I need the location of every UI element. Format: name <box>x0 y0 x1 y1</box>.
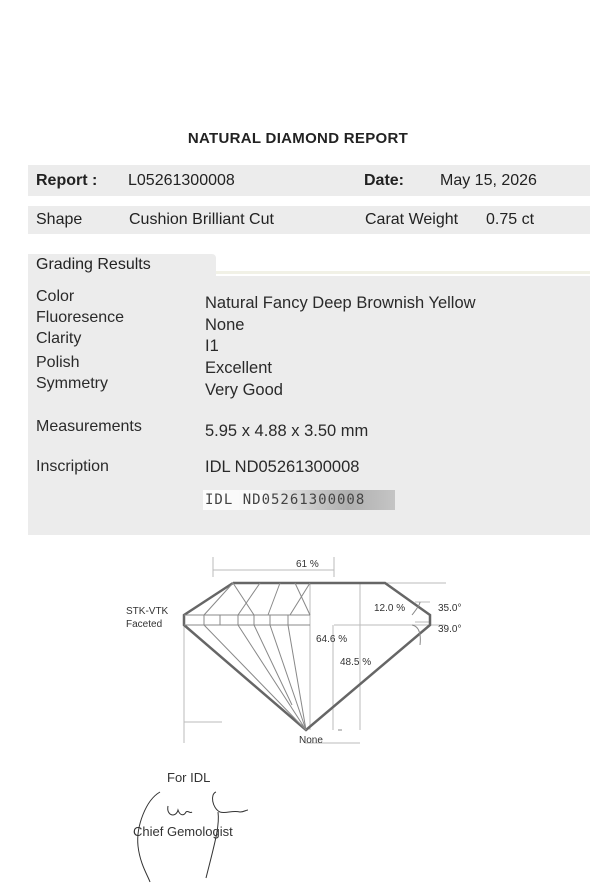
report-number-value: L05261300008 <box>128 172 235 189</box>
carat-weight-value: 0.75 ct <box>486 211 535 228</box>
table-percentage: 61 % <box>296 559 319 570</box>
color-label: Color <box>36 288 75 305</box>
girdle-label-thickness: STK-VTK <box>126 606 169 617</box>
proportions-diagram <box>120 555 480 755</box>
clarity-label: Clarity <box>36 330 82 347</box>
grading-divider <box>216 271 590 274</box>
for-idl-label: For IDL <box>167 770 211 785</box>
report-title: NATURAL DIAMOND REPORT <box>187 130 409 147</box>
inscription-value: IDL ND05261300008 <box>205 458 360 476</box>
fluorescence-value: None <box>205 316 245 334</box>
total-depth-percentage: 64.6 % <box>316 634 348 645</box>
shape-value: Cushion Brilliant Cut <box>129 211 274 228</box>
inscription-photo: IDL ND05261300008 <box>203 490 395 510</box>
chief-gemologist-title: Chief Gemologist <box>133 824 233 839</box>
clarity-value: I1 <box>205 337 219 355</box>
report-number-label: Report : <box>36 172 98 189</box>
girdle-label-finish: Faceted <box>126 619 163 630</box>
symmetry-value: Very Good <box>205 381 283 399</box>
symmetry-label: Symmetry <box>36 375 108 392</box>
pavilion-angle: 39.0° <box>438 624 462 635</box>
fluorescence-label: Fluoresence <box>36 309 125 326</box>
polish-label: Polish <box>36 354 80 371</box>
pavilion-depth-percentage: 48.5 % <box>340 657 372 668</box>
date-label: Date: <box>364 172 405 189</box>
crown-height-percentage: 12.0 % <box>374 603 406 614</box>
measurements-value: 5.95 x 4.88 x 3.50 mm <box>205 422 369 440</box>
measurements-label: Measurements <box>36 418 142 435</box>
culet-value: None <box>299 735 323 746</box>
date-value: May 15, 2026 <box>440 172 537 189</box>
grading-results-title: Grading Results <box>36 256 151 273</box>
color-value: Natural Fancy Deep Brownish Yellow <box>205 294 476 312</box>
shape-label: Shape <box>36 211 83 228</box>
crown-angle: 35.0° <box>438 603 462 614</box>
inscription-label: Inscription <box>36 458 109 475</box>
polish-value: Excellent <box>205 359 272 377</box>
carat-weight-label: Carat Weight <box>365 211 459 228</box>
